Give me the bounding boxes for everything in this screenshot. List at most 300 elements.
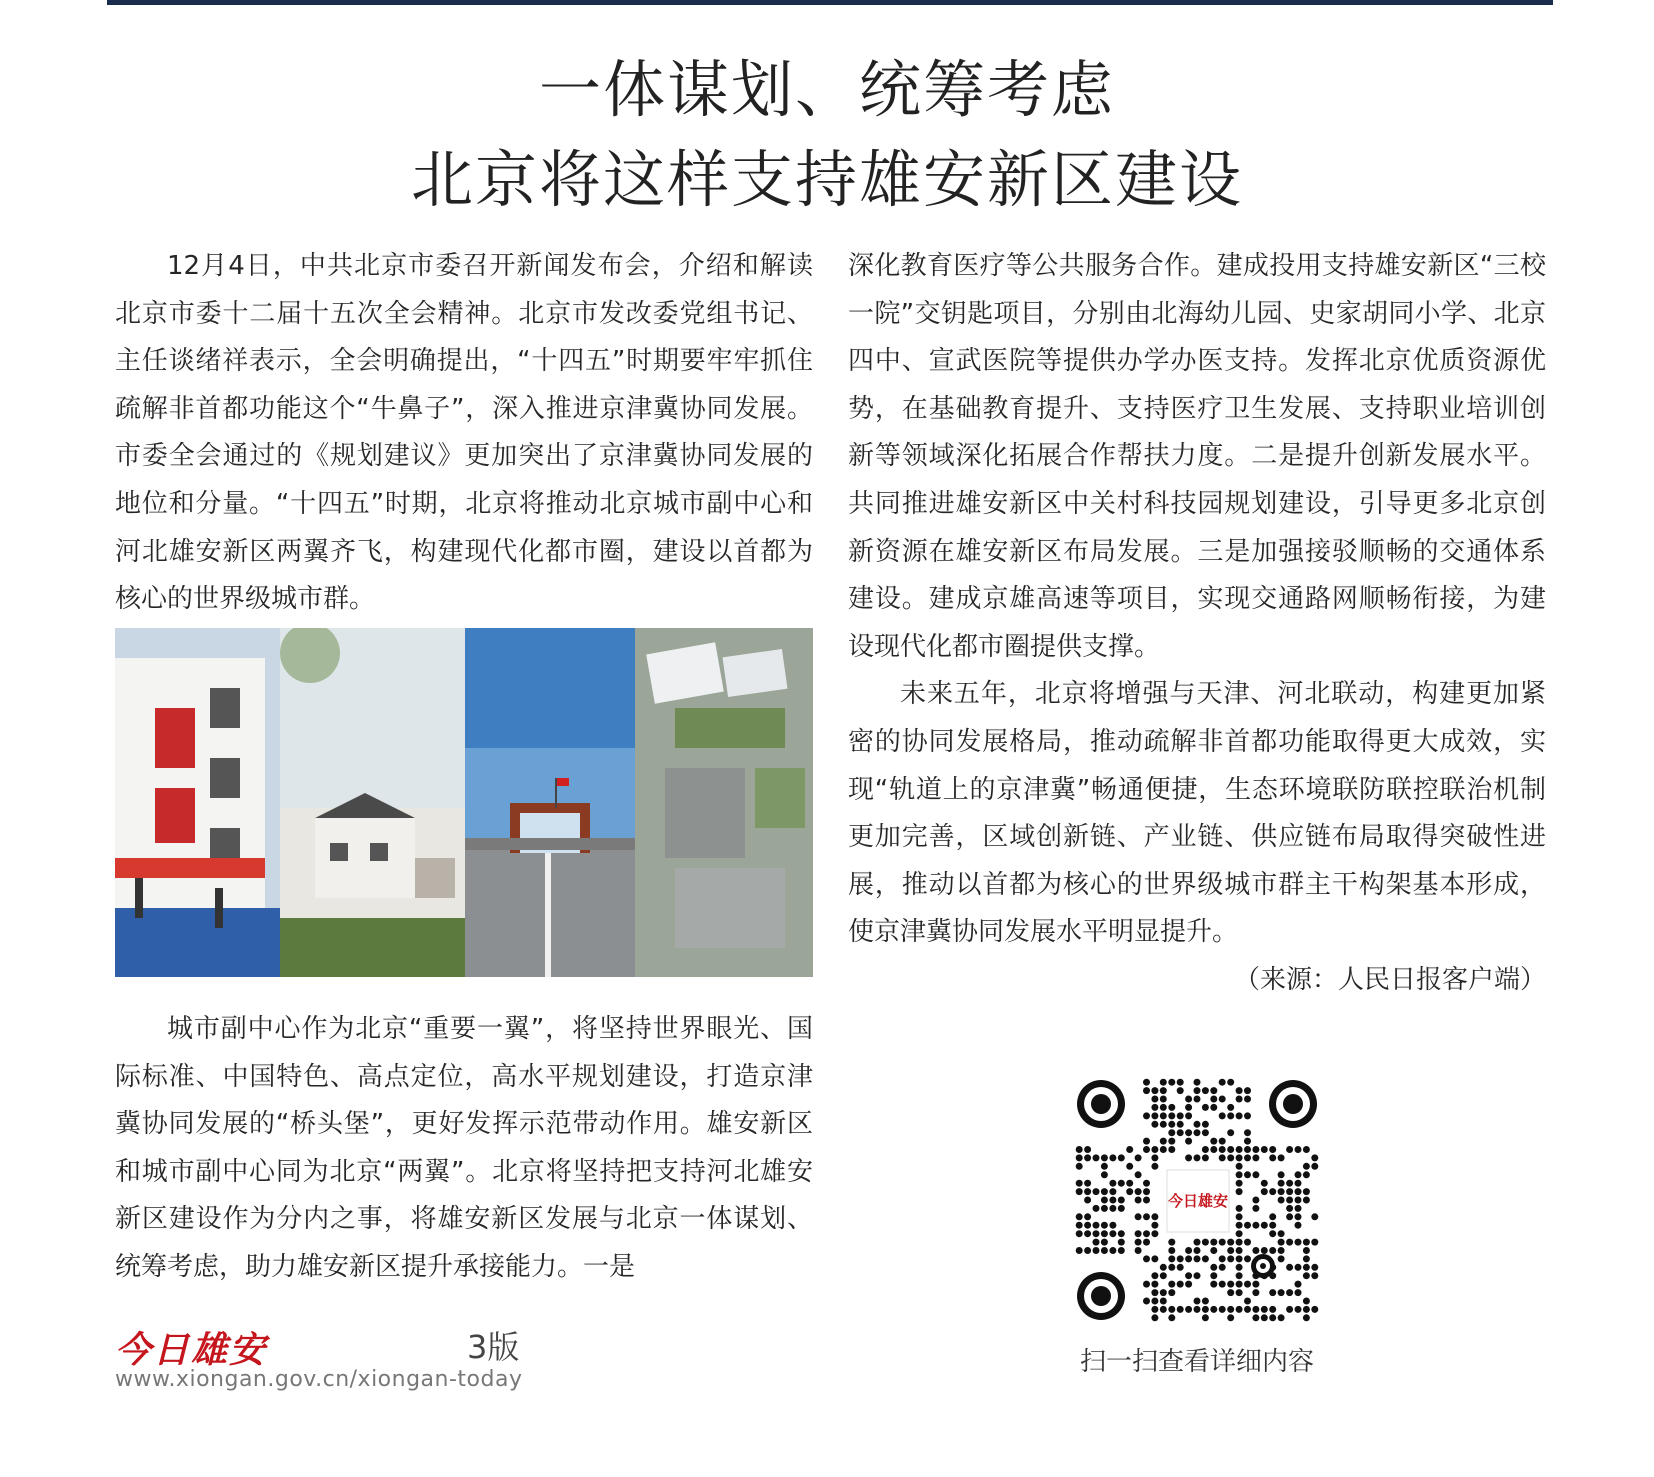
qr-module: [1303, 1146, 1310, 1153]
qr-module: [1227, 1112, 1234, 1119]
qr-module: [1286, 1239, 1293, 1246]
qr-module: [1177, 1079, 1184, 1086]
qr-module: [1135, 1188, 1142, 1195]
qr-module: [1244, 1239, 1251, 1246]
qr-module: [1194, 1079, 1201, 1086]
qr-module: [1151, 1281, 1158, 1288]
qr-module: [1168, 1306, 1175, 1313]
qr-module: [1303, 1306, 1310, 1313]
qr-module: [1168, 1146, 1175, 1153]
qr-module: [1185, 1154, 1192, 1161]
article-column-right: [848, 243, 1546, 1005]
qr-module: [1143, 1146, 1150, 1153]
qr-module: [1269, 1154, 1276, 1161]
qr-module: [1143, 1112, 1150, 1119]
qr-module: [1210, 1138, 1217, 1145]
qr-module: [1295, 1239, 1302, 1246]
qr-module: [1210, 1104, 1217, 1111]
qr-module: [1269, 1247, 1276, 1254]
qr-module: [1269, 1314, 1276, 1321]
qr-module: [1269, 1230, 1276, 1237]
paragraph-3: 未来五年，北京将增强与天津、河北联动，构建更加紧密的协同发展格局，推动疏解非首都功能取得更大成效，实现“轨道上的京津冀”畅通便捷，生态环境联防联控联治机制更加完善，区域创新链、产业链、供应链布局取得突破性进展，推动以首都为核心的世界级城市群主干构架基本形成，使京津冀协同发展水平明显提升。: [848, 679, 1546, 948]
qr-module: [1269, 1306, 1276, 1313]
qr-module: [1168, 1289, 1175, 1296]
qr-module: [1244, 1096, 1251, 1103]
qr-module: [1244, 1112, 1251, 1119]
qr-module: [1202, 1104, 1209, 1111]
qr-module: [1210, 1306, 1217, 1313]
qr-module: [1093, 1239, 1100, 1246]
qr-module: [1236, 1163, 1243, 1170]
qr-module: [1295, 1205, 1302, 1212]
qr-module: [1109, 1222, 1116, 1229]
qr-module: [1168, 1138, 1175, 1145]
qr-module: [1295, 1146, 1302, 1153]
qr-module: [1160, 1121, 1167, 1128]
qr-module: [1311, 1154, 1318, 1161]
qr-module: [1236, 1087, 1243, 1094]
qr-module: [1177, 1306, 1184, 1313]
qr-module: [1076, 1188, 1083, 1195]
qr-module: [1219, 1154, 1226, 1161]
qr-module: [1252, 1281, 1259, 1288]
qr-module: [1261, 1314, 1268, 1321]
qr-module: [1210, 1239, 1217, 1246]
qr-module: [1303, 1239, 1310, 1246]
qr-module: [1252, 1154, 1259, 1161]
qr-module: [1168, 1121, 1175, 1128]
qr-module: [1126, 1188, 1133, 1195]
qr-module: [1151, 1154, 1158, 1161]
qr-module: [1118, 1247, 1125, 1254]
qr-center-label: 今日雄安: [1167, 1192, 1229, 1210]
qr-module: [1151, 1222, 1158, 1229]
qr-module: [1244, 1154, 1251, 1161]
qr-module: [1194, 1298, 1201, 1305]
qr-module: [1219, 1138, 1226, 1145]
qr-module: [1303, 1272, 1310, 1279]
qr-module: [1143, 1197, 1150, 1204]
qr-module: [1143, 1230, 1150, 1237]
headline-line-2: 北京将这样支持雄安新区建设: [410, 143, 1243, 216]
qr-module: [1109, 1205, 1116, 1212]
qr-module: [1227, 1247, 1234, 1254]
qr-module: [1269, 1213, 1276, 1220]
qr-module: [1252, 1222, 1259, 1229]
qr-module: [1076, 1163, 1083, 1170]
qr-module: [1311, 1272, 1318, 1279]
qr-module: [1252, 1171, 1259, 1178]
qr-module: [1194, 1247, 1201, 1254]
qr-module: [1295, 1281, 1302, 1288]
photo-school: [280, 628, 465, 977]
qr-module: [1236, 1188, 1243, 1195]
qr-module: [1236, 1171, 1243, 1178]
qr-module: [1084, 1197, 1091, 1204]
qr-module: [1303, 1197, 1310, 1204]
qr-module: [1101, 1163, 1108, 1170]
qr-module: [1185, 1129, 1192, 1136]
qr-module: [1269, 1222, 1276, 1229]
qr-module: [1236, 1255, 1243, 1262]
qr-module: [1227, 1104, 1234, 1111]
qr-module: [1151, 1289, 1158, 1296]
qr-module: [1143, 1281, 1150, 1288]
qr-module: [1202, 1239, 1209, 1246]
qr-module: [1194, 1096, 1201, 1103]
qr-module: [1185, 1272, 1192, 1279]
qr-module: [1244, 1171, 1251, 1178]
qr-module: [1219, 1112, 1226, 1119]
publication-logo: 今日雄安: [115, 1329, 268, 1371]
qr-module: [1185, 1104, 1192, 1111]
qr-module: [1084, 1247, 1091, 1254]
qr-module: [1109, 1154, 1116, 1161]
qr-module: [1252, 1247, 1259, 1254]
qr-module: [1236, 1289, 1243, 1296]
qr-module: [1160, 1146, 1167, 1153]
qr-module: [1135, 1154, 1142, 1161]
qr-module: [1202, 1306, 1209, 1313]
paragraph-2-continued: 深化教育医疗等公共服务合作。建成投用支持雄安新区“三校一院”交钥匙项目，分别由北海幼儿园、史家胡同小学、北京四中、宣武医院等提供办学办医支持。发挥北京优质资源优势，在基础教育提升、支持医疗卫生发展、支持职业培训创新等领域深化拓展合作帮扶力度。二是提升创新发展水平。共同推进雄安新区中关村科技园规划建设，引导更多北京创新资源在雄安新区布局发展。三是加强接驳顺畅的交通体系建设。建成京雄高速等项目，实现交通路网顺畅衔接，为建设现代化都市圈提供支撑。: [848, 251, 1546, 662]
qr-module: [1194, 1255, 1201, 1262]
edition-number: 3版: [467, 1328, 520, 1366]
qr-module: [1160, 1112, 1167, 1119]
qr-module: [1227, 1306, 1234, 1313]
publication-url[interactable]: www.xiongan.gov.cn/xiongan-today: [115, 1367, 523, 1392]
qr-module: [1084, 1154, 1091, 1161]
qr-module: [1185, 1281, 1192, 1288]
qr-module: [1118, 1205, 1125, 1212]
qr-module: [1244, 1255, 1251, 1262]
qr-module: [1303, 1247, 1310, 1254]
qr-module: [1101, 1205, 1108, 1212]
qr-module: [1219, 1079, 1226, 1086]
qr-module: [1185, 1255, 1192, 1262]
qr-module: [1261, 1188, 1268, 1195]
qr-module: [1151, 1163, 1158, 1170]
qr-module: [1076, 1154, 1083, 1161]
qr-module: [1151, 1314, 1158, 1321]
qr-module: [1219, 1264, 1226, 1271]
qr-module: [1219, 1281, 1226, 1288]
qr-module: [1286, 1205, 1293, 1212]
qr-module: [1185, 1247, 1192, 1254]
qr-module: [1252, 1289, 1259, 1296]
qr-module: [1219, 1146, 1226, 1153]
qr-module: [1236, 1180, 1243, 1187]
qr-module: [1093, 1154, 1100, 1161]
qr-module: [1236, 1239, 1243, 1246]
qr-module: [1202, 1129, 1209, 1136]
qr-module: [1143, 1239, 1150, 1246]
qr-module: [1177, 1087, 1184, 1094]
qr-module: [1202, 1255, 1209, 1262]
qr-module: [1219, 1255, 1226, 1262]
qr-module: [1177, 1281, 1184, 1288]
qr-module: [1185, 1112, 1192, 1119]
qr-module: [1295, 1180, 1302, 1187]
qr-module: [1143, 1087, 1150, 1094]
qr-module: [1101, 1197, 1108, 1204]
qr-module: [1227, 1154, 1234, 1161]
qr-module: [1303, 1163, 1310, 1170]
qr-module: [1286, 1306, 1293, 1313]
qr-module: [1101, 1230, 1108, 1237]
qr-module: [1126, 1146, 1133, 1153]
qr-module: [1278, 1230, 1285, 1237]
qr-caption: 扫一扫查看详细内容: [1079, 1347, 1314, 1377]
qr-module: [1202, 1314, 1209, 1321]
qr-module: [1168, 1112, 1175, 1119]
qr-module: [1210, 1272, 1217, 1279]
qr-module: [1244, 1087, 1251, 1094]
qr-module: [1101, 1188, 1108, 1195]
qr-module: [1151, 1096, 1158, 1103]
qr-module: [1194, 1129, 1201, 1136]
qr-module: [1177, 1129, 1184, 1136]
qr-module: [1295, 1197, 1302, 1204]
qr-module: [1151, 1272, 1158, 1279]
qr-module: [1160, 1298, 1167, 1305]
qr-finder-top-left: [1077, 1080, 1125, 1128]
qr-module: [1311, 1163, 1318, 1170]
qr-module: [1076, 1230, 1083, 1237]
qr-module: [1261, 1247, 1268, 1254]
qr-module: [1278, 1314, 1285, 1321]
qr-module: [1236, 1230, 1243, 1237]
qr-module: [1261, 1146, 1268, 1153]
qr-module: [1278, 1154, 1285, 1161]
qr-module: [1278, 1247, 1285, 1254]
qr-module: [1151, 1112, 1158, 1119]
qr-module: [1295, 1171, 1302, 1178]
qr-module: [1160, 1096, 1167, 1103]
qr-module: [1244, 1138, 1251, 1145]
qr-module: [1084, 1180, 1091, 1187]
qr-module: [1093, 1188, 1100, 1195]
qr-module: [1236, 1112, 1243, 1119]
qr-module: [1219, 1306, 1226, 1313]
qr-module: [1261, 1180, 1268, 1187]
qr-module: [1101, 1222, 1108, 1229]
qr-module: [1236, 1247, 1243, 1254]
qr-module: [1084, 1230, 1091, 1237]
qr-module: [1135, 1239, 1142, 1246]
qr-module: [1295, 1289, 1302, 1296]
qr-module: [1210, 1281, 1217, 1288]
qr-module: [1286, 1188, 1293, 1195]
qr-finder-bottom-left: [1077, 1272, 1125, 1320]
article-source: （来源：人民日报客户端）: [1233, 964, 1546, 995]
qr-module: [1311, 1239, 1318, 1246]
qr-module: [1160, 1104, 1167, 1111]
qr-module: [1236, 1096, 1243, 1103]
qr-module: [1109, 1247, 1116, 1254]
qr-module: [1126, 1163, 1133, 1170]
qr-module: [1227, 1239, 1234, 1246]
qr-module: [1236, 1272, 1243, 1279]
qr-module: [1219, 1096, 1226, 1103]
qr-module: [1202, 1121, 1209, 1128]
qr-module: [1143, 1180, 1150, 1187]
qr-module: [1151, 1213, 1158, 1220]
photo-kindergarten: [115, 628, 280, 977]
qr-module: [1210, 1096, 1217, 1103]
qr-module: [1227, 1255, 1234, 1262]
qr-module: [1210, 1146, 1217, 1153]
qr-module: [1101, 1239, 1108, 1246]
qr-module: [1160, 1306, 1167, 1313]
qr-module: [1236, 1146, 1243, 1153]
qr-module: [1286, 1180, 1293, 1187]
qr-module: [1194, 1087, 1201, 1094]
qr-module: [1236, 1154, 1243, 1161]
headline-line-1: 一体谋划、统筹考虑: [538, 53, 1115, 126]
qr-module: [1160, 1272, 1167, 1279]
qr-module: [1227, 1079, 1234, 1086]
qr-module: [1236, 1306, 1243, 1313]
article-photo-collage: [115, 628, 813, 977]
qr-module: [1311, 1264, 1318, 1271]
qr-module: [1303, 1255, 1310, 1262]
paragraph-2: 城市副中心作为北京“重要一翼”，将坚持世界眼光、国际标准、中国特色、高点定位，高水平规划建设，打造京津冀协同发展的“桥头堡”，更好发挥示范带动作用。雄安新区和城市副中心同为北京“两翼”。北京将坚持把支持河北雄安新区建设作为分内之事，将雄安新区发展与北京一体谋划、统筹考虑，助力雄安新区提升承接能力。一是: [115, 1014, 813, 1282]
qr-module: [1168, 1129, 1175, 1136]
qr-module: [1160, 1138, 1167, 1145]
qr-module: [1311, 1213, 1318, 1220]
qr-module: [1194, 1272, 1201, 1279]
qr-module: [1236, 1281, 1243, 1288]
qr-module: [1160, 1087, 1167, 1094]
qr-module: [1252, 1314, 1259, 1321]
qr-module: [1151, 1104, 1158, 1111]
qr-module: [1210, 1087, 1217, 1094]
qr-module: [1084, 1188, 1091, 1195]
qr-module: [1118, 1197, 1125, 1204]
qr-module: [1295, 1306, 1302, 1313]
qr-module: [1295, 1188, 1302, 1195]
qr-module: [1227, 1146, 1234, 1153]
qr-module: [1109, 1230, 1116, 1237]
qr-module: [1278, 1255, 1285, 1262]
qr-module: [1084, 1146, 1091, 1153]
qr-module: [1286, 1264, 1293, 1271]
qr-module: [1143, 1255, 1150, 1262]
qr-module: [1151, 1121, 1158, 1128]
qr-module: [1185, 1096, 1192, 1103]
qr-code[interactable]: [1075, 1078, 1319, 1322]
qr-module: [1109, 1197, 1116, 1204]
qr-module: [1311, 1306, 1318, 1313]
qr-module: [1168, 1255, 1175, 1262]
qr-module: [1244, 1281, 1251, 1288]
qr-module: [1261, 1222, 1268, 1229]
qr-module: [1135, 1247, 1142, 1254]
qr-module: [1286, 1289, 1293, 1296]
qr-module: [1177, 1264, 1184, 1271]
qr-module: [1295, 1222, 1302, 1229]
qr-module: [1093, 1205, 1100, 1212]
qr-module: [1135, 1213, 1142, 1220]
qr-module: [1160, 1264, 1167, 1271]
qr-module: [1118, 1230, 1125, 1237]
qr-module: [1143, 1213, 1150, 1220]
qr-module: [1210, 1264, 1217, 1271]
qr-module: [1093, 1247, 1100, 1254]
qr-module: [1227, 1129, 1234, 1136]
qr-module: [1244, 1222, 1251, 1229]
qr-module: [1185, 1138, 1192, 1145]
qr-alignment: [1251, 1254, 1275, 1278]
qr-module: [1101, 1247, 1108, 1254]
qr-module: [1295, 1213, 1302, 1220]
qr-module: [1177, 1112, 1184, 1119]
qr-module: [1118, 1154, 1125, 1161]
qr-module: [1101, 1171, 1108, 1178]
qr-module: [1109, 1188, 1116, 1195]
qr-module: [1168, 1281, 1175, 1288]
qr-module: [1168, 1239, 1175, 1246]
qr-module: [1151, 1255, 1158, 1262]
top-rule: [107, 0, 1553, 5]
qr-module: [1093, 1222, 1100, 1229]
qr-module: [1219, 1239, 1226, 1246]
qr-module: [1286, 1146, 1293, 1153]
qr-module: [1303, 1171, 1310, 1178]
qr-module: [1269, 1188, 1276, 1195]
qr-module: [1269, 1289, 1276, 1296]
qr-module: [1227, 1314, 1234, 1321]
qr-module: [1194, 1306, 1201, 1313]
qr-module: [1236, 1222, 1243, 1229]
qr-module: [1202, 1298, 1209, 1305]
qr-module: [1151, 1230, 1158, 1237]
article-column-left-bottom: [115, 1006, 813, 1292]
qr-module: [1109, 1180, 1116, 1187]
qr-module: [1177, 1255, 1184, 1262]
qr-module: [1303, 1264, 1310, 1271]
qr-module: [1194, 1121, 1201, 1128]
qr-module: [1278, 1197, 1285, 1204]
qr-module: [1093, 1230, 1100, 1237]
qr-module: [1143, 1298, 1150, 1305]
qr-module: [1278, 1289, 1285, 1296]
qr-module: [1076, 1146, 1083, 1153]
qr-module: [1135, 1171, 1142, 1178]
qr-module: [1101, 1154, 1108, 1161]
article-column-left-top: [115, 243, 813, 624]
qr-module: [1143, 1188, 1150, 1195]
qr-module: [1118, 1180, 1125, 1187]
qr-module: [1244, 1129, 1251, 1136]
qr-module: [1269, 1146, 1276, 1153]
qr-module: [1303, 1298, 1310, 1305]
qr-module: [1135, 1230, 1142, 1237]
qr-module: [1278, 1180, 1285, 1187]
qr-module: [1236, 1213, 1243, 1220]
qr-module: [1160, 1079, 1167, 1086]
qr-module: [1076, 1180, 1083, 1187]
paragraph-1: 12月4日，中共北京市委召开新闻发布会，介绍和解读北京市委十二届十五次全会精神。北京市发改委党组书记、主任谈绪祥表示，全会明确提出，“十四五”时期要牢牢抓住疏解非首都功能这个“牛鼻子”，深入推进京津冀协同发展。市委全会通过的《规划建议》更加突出了京津冀协同发展的地位和分量。“十四五”时期，北京将推动北京城市副中心和河北雄安新区两翼齐飞，构建现代化都市圈，建设以首都为核心的世界级城市群。: [115, 251, 813, 615]
qr-module: [1168, 1264, 1175, 1271]
qr-module: [1236, 1264, 1243, 1271]
qr-module: [1244, 1146, 1251, 1153]
qr-module: [1151, 1146, 1158, 1153]
qr-module: [1278, 1171, 1285, 1178]
qr-module: [1295, 1264, 1302, 1271]
qr-module: [1076, 1213, 1083, 1220]
qr-module: [1278, 1239, 1285, 1246]
